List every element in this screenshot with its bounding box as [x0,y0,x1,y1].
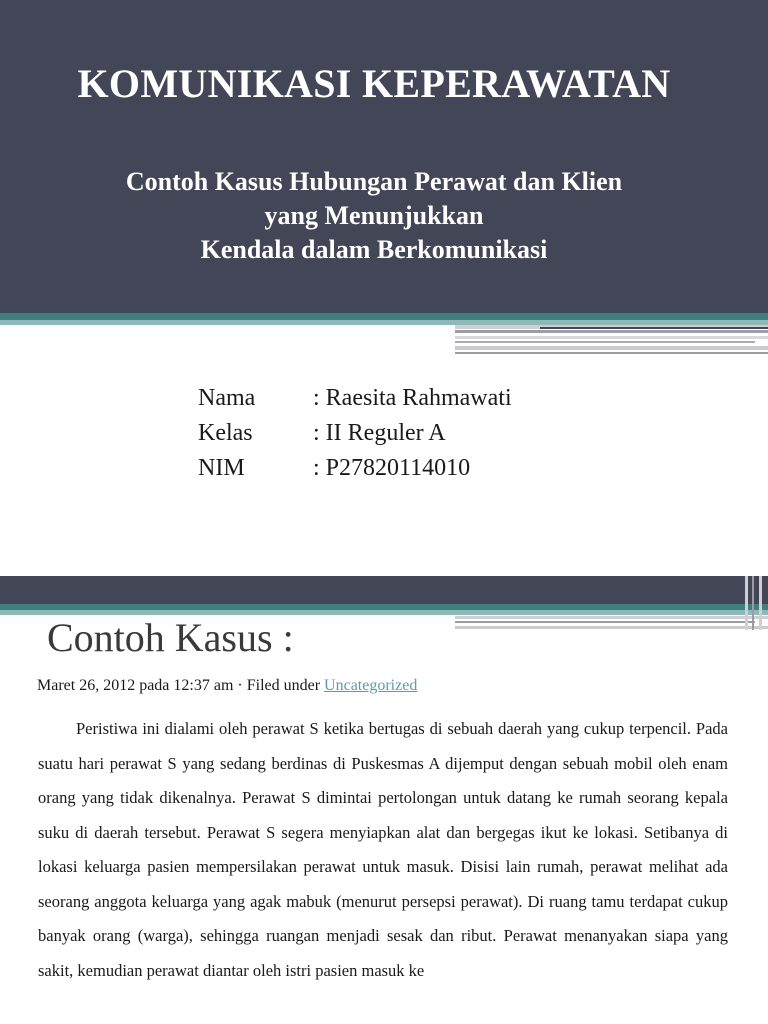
identity-value: : P27820114010 [313,455,471,481]
slide-subtitle [0,165,748,267]
slide1-header [0,0,768,313]
identity-label: Nama [198,385,256,411]
slide2-header [0,576,768,604]
subtitle-line: yang Menunjukkan [264,201,484,230]
post-date: Maret 26, 2012 pada 12:37 am · Filed under [37,677,325,694]
identity-label: NIM [198,455,245,481]
subtitle-line: Contoh Kasus Hubungan Perawat dan Klien [125,167,623,196]
case-title: Contoh Kasus : [47,615,294,660]
identity-value: : Raesita Rahmawati [313,385,512,411]
identity-value: : II Reguler A [313,420,446,446]
identity-row-name [198,381,512,416]
identity-label: Kelas [198,420,253,446]
category-link[interactable]: Uncategorized [324,677,418,694]
identity-row-nim [198,451,512,486]
slide-title: KOMUNIKASI KEPERAWATAN [77,61,671,106]
post-meta [37,677,417,695]
case-body: Peristiwa ini dialami oleh perawat S ketika bertugas di sebuah daerah yang cukup terpencil. Pada suatu hari perawat S yang sedang berdinas di Puskesmas A dijemput dengan sebuah mobil oleh enam orang yang tidak dikenalnya. Perawat S dimintai pertolongan untuk datang ke rumah seorang kepala suku di daerah tersebut. Perawat S segera menyiapkan alat dan bergegas ikut ke lokasi. Setibanya di lokasi keluarga pasien mempersilakan perawat untuk masuk. Disisi lain rumah, perawat melihat ada seorang anggota keluarga yang agak mabuk (menurut persepsi perawat). Di ruang tamu terdapat cukup banyak orang (warga), sehingga ruangan menjadi sesak dan ribut. Perawat menanyakan siapa yang sakit, kemudian perawat diantar oleh istri pasien masuk ke [38,719,728,980]
identity-row-class [198,416,512,451]
subtitle-line: Kendala dalam Berkomunikasi [200,235,548,264]
identity-block [198,381,512,486]
